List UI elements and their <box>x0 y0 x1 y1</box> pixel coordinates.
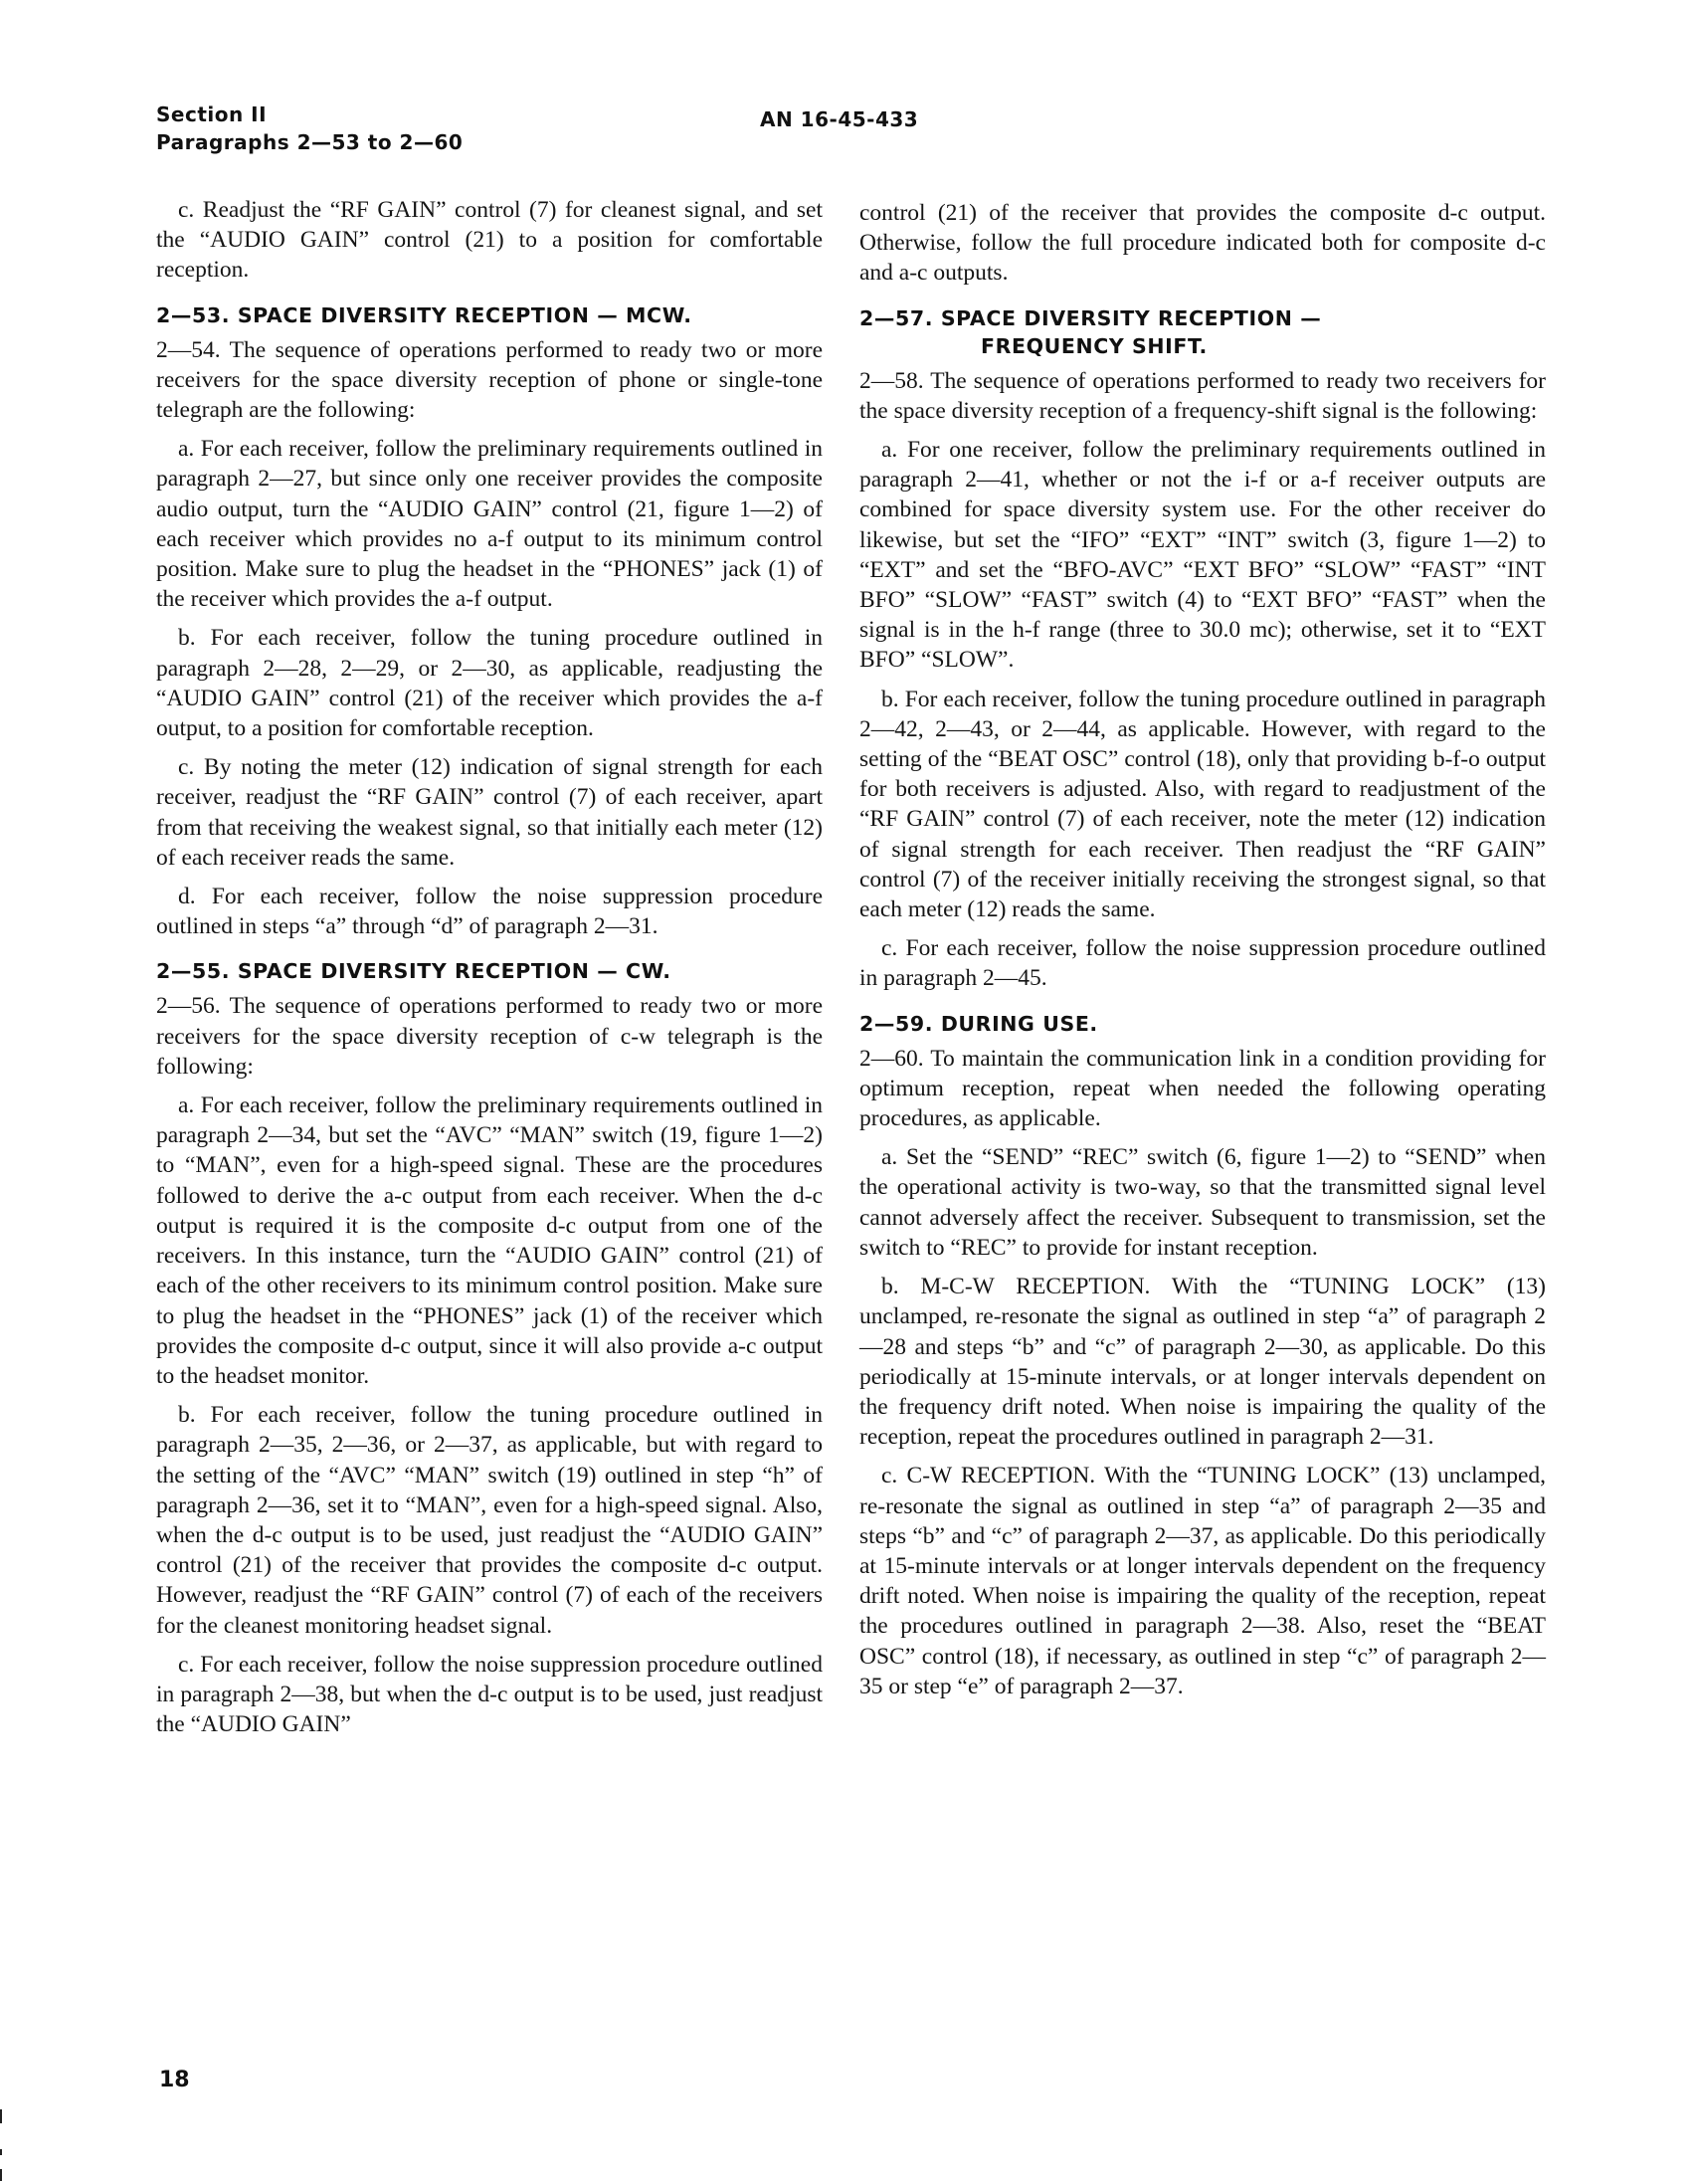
step-2-60-c: c. C-W RECEPTION. With the “TUNING LOCK” (13) unclamped, re-resonate the signal as outlined in step “a” of paragraph 2—35 and steps “b” and “c” of paragraph 2—37, as applicable. Do this periodically at 15-minute intervals or at longer intervals dependent on the frequency drift noted. When noise is impairing the quality of the reception, repeat the procedures outlined in paragraph 2—38. Also, reset the “BEAT OSC” control (18), if necessary, as outlined in step “c” of paragraph 2—35 or step “e” of paragraph 2—37. <box>859 1463 1546 1699</box>
paragraph-intro-c: c. Readjust the “RF GAIN” control (7) for cleanest signal, and set the “AUDIO GAIN” control (21) to a position for comfortable reception. <box>156 197 823 284</box>
step-2-60-b: b. M-C-W RECEPTION. With the “TUNING LOCK” (13) unclamped, re-resonate the signal as outlined in step “a” of paragraph 2—28 and steps “b” and “c” of paragraph 2—30, as applicable. Do this periodically at 15-minute intervals, or at longer intervals dependent on the frequency drift noted. When noise is impairing the quality of the reception, repeat the procedures outlined in paragraph 2—31. <box>859 1274 1546 1451</box>
page-number: 18 <box>159 2068 190 2092</box>
step-2-58-c: c. For each receiver, follow the noise suppression procedure outlined in paragraph 2—45. <box>859 935 1546 992</box>
scan-edge-mark <box>0 2169 2 2181</box>
heading-2-59: 2—59. DURING USE. <box>859 1011 1098 1036</box>
heading-2-55: 2—55. SPACE DIVERSITY RECEPTION — CW. <box>156 959 671 984</box>
heading-2-57-line2: FREQUENCY SHIFT. <box>981 333 1208 358</box>
step-2-58-a: a. For one receiver, follow the preliminary requirements outlined in paragraph 2—41, whether or not the i-f or a-f receiver outputs are combined for space diversity system use. For the other receiver do likewise, but set the “IFO” “EXT” “INT” switch (3, figure 1—2) to “EXT” and set the “BFO-AVC” “EXT BFO” “SLOW” “FAST” “INT BFO” “SLOW” “FAST” switch (4) to “EXT BFO” “FAST” when the signal is in the h-f range (three to 30.0 mc); otherwise, set it to “EXT BFO” “SLOW”. <box>859 437 1546 674</box>
heading-2-57-line1: 2—57. SPACE DIVERSITY RECEPTION — <box>859 305 1322 330</box>
step-2-54-c: c. By noting the meter (12) indication of signal strength for each receiver, readjust the “RF GAIN” control (7) of each receiver, apart from that receiving the weakest signal, so that initially each meter (12) of each receiver reads the same. <box>156 754 823 871</box>
step-2-60-a: a. Set the “SEND” “REC” switch (6, figure 1—2) to “SEND” when the operational activity is two-way, so that the transmitted signal level cannot adversely affect the receiver. Subsequent to transmission, set the switch to “REC” to provide for instant reception. <box>859 1144 1546 1261</box>
step-2-54-d: d. For each receiver, follow the noise suppression procedure outlined in steps “a” through “d” of paragraph 2—31. <box>156 884 823 940</box>
step-2-58-b: b. For each receiver, follow the tuning procedure outlined in paragraph 2—42, 2—43, or 2—44, as applicable. However, with regard to the setting of the “BEAT OSC” control (18), only that providing b-f-o output for both receivers is adjusted. Also, with regard to readjustment of the “RF GAIN” control (7) of each receiver, note the meter (12) indication of signal strength for each receiver. Then readjust the “RF GAIN” control (7) of the receiver initially receiving the strongest signal, so that each meter (12) reads the same. <box>859 686 1546 923</box>
document-number: AN 16-45-433 <box>760 107 919 131</box>
paragraph-continuation: control (21) of the receiver that provides the composite d-c output. Otherwise, follow the full procedure indicated both for composite d-c and a-c outputs. <box>859 200 1546 287</box>
paragraph-2-56: 2—56. The sequence of operations performed to ready two or more receivers for the space diversity reception of c-w telegraph is the following: <box>156 993 823 1080</box>
section-label: Section II <box>156 102 268 126</box>
paragraph-2-58: 2—58. The sequence of operations performed to ready two receivers for the space diversity reception of a frequency-shift signal is the following: <box>859 367 1546 424</box>
step-2-54-b: b. For each receiver, follow the tuning procedure outlined in paragraph 2—28, 2—29, or 2—30, as applicable, readjusting the “AUDIO GAIN” control (21) of the receiver which provides the a-f output, to a position for comfortable reception. <box>156 625 823 742</box>
paragraph-2-54: 2—54. The sequence of operations performed to ready two or more receivers for the space diversity reception of phone or single-tone telegraph are the following: <box>156 336 823 424</box>
step-2-56-b: b. For each receiver, follow the tuning procedure outlined in paragraph 2—35, 2—36, or 2—37, as applicable, but with regard to the setting of the “AVC” “MAN” switch (19) outlined in step “h” of paragraph 2—36, set it to “MAN”, even for a high-speed signal. Also, when the d-c output is to be used, just readjust the “AUDIO GAIN” control (21) of the receiver that provides the composite d-c output. However, readjust the “RF GAIN” control (7) of each of the receivers for the cleanest monitoring headset signal. <box>156 1402 823 1639</box>
left-column <box>156 195 823 1748</box>
step-2-56-a: a. For each receiver, follow the preliminary requirements outlined in paragraph 2—34, but set the “AVC” “MAN” switch (19, figure 1—2) to “MAN”, even for a high-speed signal. These are the procedures followed to derive the a-c output from each receiver. When the d-c output is required it is the composite d-c output from one of the receivers. In this instance, turn the “AUDIO GAIN” control (21) of each of the other receivers to its minimum control position. Make sure to plug the headset in the “PHONES” jack (1) of the receiver which provides the composite d-c output, since it will also provide a-c output to the headset monitor. <box>156 1092 823 1389</box>
step-2-56-c: c. For each receiver, follow the noise suppression procedure outlined in paragraph 2—38, but when the d-c output is to be used, just readjust the “AUDIO GAIN” <box>156 1651 823 1738</box>
paragraph-range: Paragraphs 2—53 to 2—60 <box>156 130 464 154</box>
paragraph-2-60: 2—60. To maintain the communication link in a condition providing for optimum reception, repeat when needed the following operating procedures, as applicable. <box>859 1045 1546 1132</box>
heading-2-53: 2—53. SPACE DIVERSITY RECEPTION — MCW. <box>156 302 692 327</box>
scan-edge-mark <box>0 2149 2 2155</box>
step-2-54-a: a. For each receiver, follow the preliminary requirements outlined in paragraph 2—27, but since only one receiver provides the composite audio output, turn the “AUDIO GAIN” control (21, figure 1—2) of each receiver which provides no a-f output to its minimum control position. Make sure to plug the headset in the “PHONES” jack (1) of the receiver which provides the a-f output. <box>156 436 823 613</box>
heading-2-57 <box>859 304 1546 360</box>
right-column <box>859 198 1546 1710</box>
scan-edge-mark <box>0 2109 2 2123</box>
